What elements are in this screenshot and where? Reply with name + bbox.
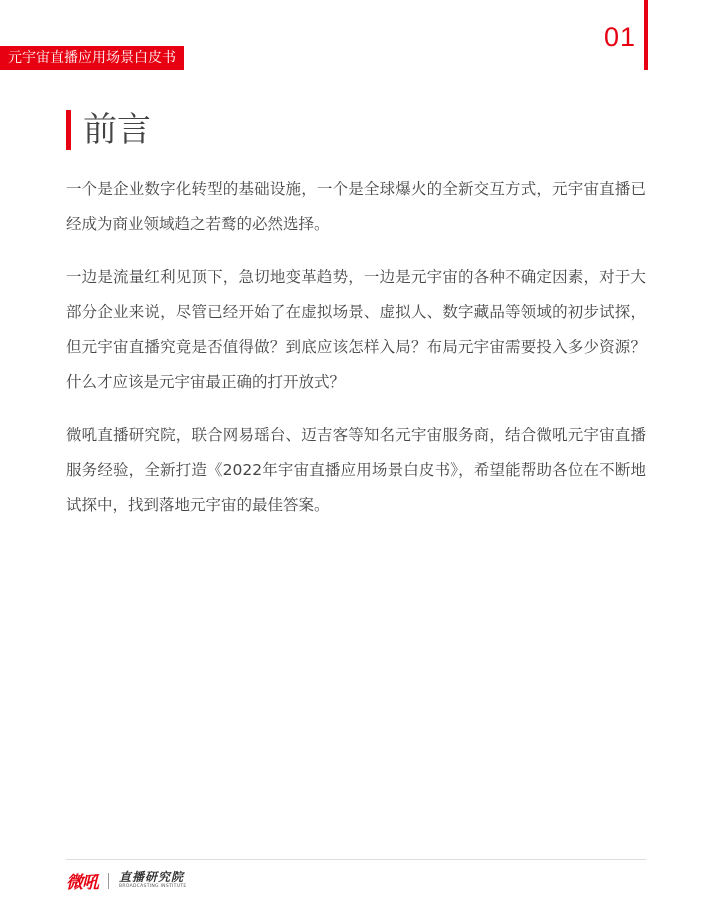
title-accent-bar	[66, 110, 71, 150]
section-title	[66, 110, 151, 150]
logo-brand: 微吼	[66, 873, 98, 893]
logo-institute-en: BROADCASTING INSTITUTE	[119, 884, 187, 890]
paragraph-2: 一边是流量红利见顶下，急切地变革趋势，一边是元宇宙的各种不确定因素，对于大部分企业来说，尽管已经开始了在虚拟场景、虚拟人、数字藏品等领域的初步试探，但元宇宙直播究竟是否值得做？到底应该怎样入局？布局元宇宙需要投入多少资源？什么才应该是元宇宙最正确的打开放式？	[66, 268, 646, 391]
paragraph-3: 微吼直播研究院，联合网易瑶台、迈吉客等知名元宇宙服务商，结合微吼元宇宙直播服务经验，全新打造《2022年宇宙直播应用场景白皮书》，希望能帮助各位在不断地试探中，找到落地元宇宙的最佳答案。	[66, 426, 646, 514]
page-title: 前言	[83, 110, 151, 150]
logo-institute-cn: 直播研究院	[119, 870, 185, 885]
page-number-accent-bar	[644, 0, 648, 70]
header-tag: 元宇宙直播应用场景白皮书	[0, 46, 184, 70]
paragraph-1: 一个是企业数字化转型的基础设施，一个是全球爆火的全新交互方式，元宇宙直播已经成为商业领域趋之若鹜的必然选择。	[66, 180, 646, 233]
logo-institute	[119, 871, 187, 890]
body-content	[66, 172, 646, 541]
footer-divider	[66, 859, 646, 860]
page-number: 01	[603, 22, 636, 52]
logo-divider	[108, 873, 109, 889]
footer-logo	[66, 868, 187, 893]
